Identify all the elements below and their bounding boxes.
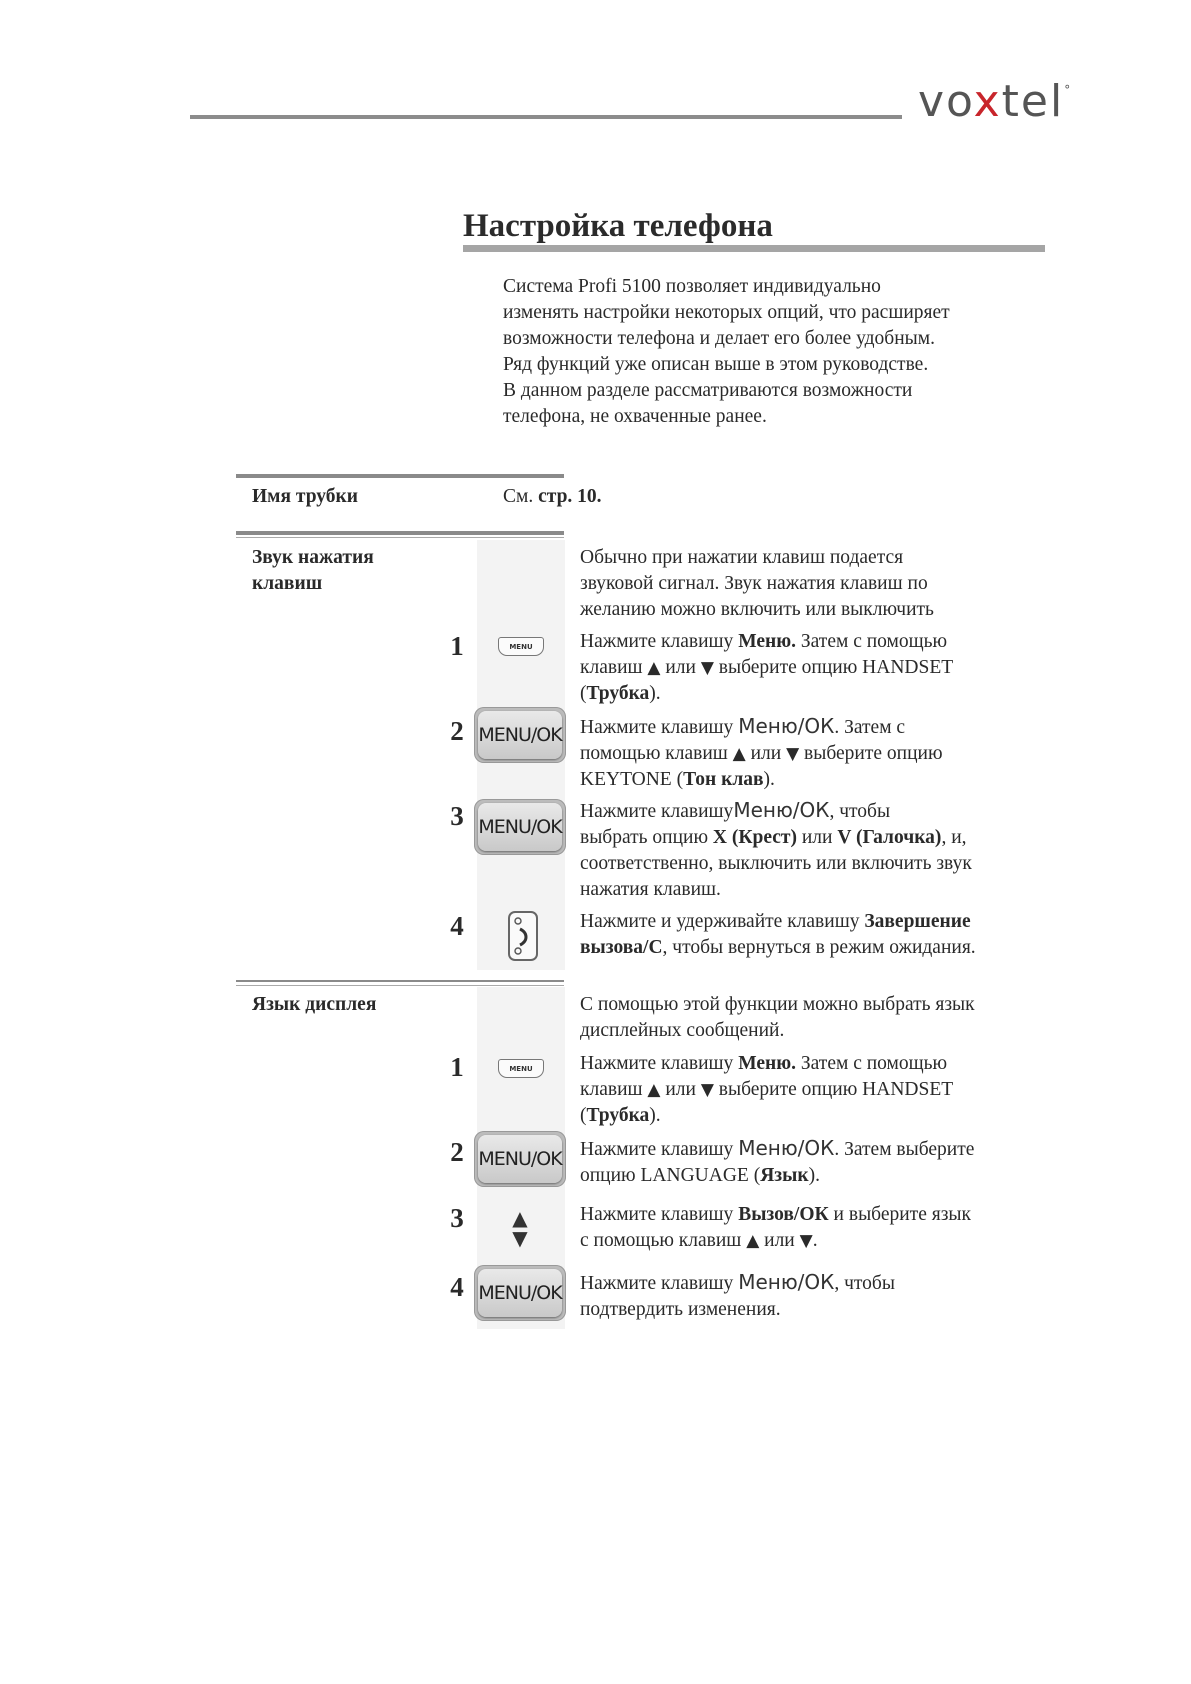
section-rule-handset-name xyxy=(236,474,564,478)
step-number: 3 xyxy=(450,801,464,831)
menu-ok-key-icon: MENU/OK xyxy=(474,1265,566,1321)
section-rule-language-secondary xyxy=(236,985,564,986)
up-arrow-icon: ▲ xyxy=(732,744,746,764)
menu-key-icon: MENU xyxy=(498,637,544,656)
up-arrow-icon: ▲ xyxy=(647,1080,661,1100)
end-call-key-icon xyxy=(508,911,538,961)
section-rule-language xyxy=(236,980,564,982)
language-step-2-text: Нажмите клавишу Меню/ОК. Затем выберите опцию LANGUAGE (Язык). xyxy=(580,1136,975,1186)
step-number: 1 xyxy=(450,631,464,661)
title-underline xyxy=(463,245,1045,252)
down-arrow-icon: ▼ xyxy=(786,744,800,764)
step-number: 2 xyxy=(450,1137,464,1167)
up-down-arrows-icon: ▲ ▼ xyxy=(512,1206,528,1250)
step-number: 1 xyxy=(450,1052,464,1082)
key-tone-description: Обычно при нажатии клавиш подается звуковой сигнал. Звук нажатия клавиш по желанию можно включить или выключить xyxy=(580,547,934,620)
section-label-key-tone: Звук нажатия клавиш xyxy=(252,547,374,594)
language-description: С помощью этой функции можно выбрать язык дисплейных сообщений. xyxy=(580,994,975,1041)
key-tone-step-3-text: Нажмите клавишуМеню/ОК, чтобы выбрать опцию X (Крест) или V (Галочка), и, соответственно, выключить или включить звук нажатия клавиш. xyxy=(580,798,972,900)
step-number: 4 xyxy=(450,911,464,941)
step-number: 3 xyxy=(450,1203,464,1233)
see-page-reference: См. стр. 10. xyxy=(503,486,602,507)
language-step-1-text: Нажмите клавишу Меню. Затем с помощью клавиш ▲ или ▼ выберите опцию HANDSET (Трубка). xyxy=(580,1053,954,1126)
menu-ok-key-icon: MENU/OK xyxy=(474,1131,566,1187)
key-tone-step-4-text: Нажмите и удерживайте клавишу Завершение вызова/С, чтобы вернуться в режим ожидания. xyxy=(580,911,976,958)
down-arrow-icon: ▼ xyxy=(700,658,714,678)
language-step-3-text: Нажмите клавишу Вызов/ОК и выберите язык с помощью клавиш ▲ или ▼. xyxy=(580,1204,971,1251)
voxtel-logo: voxtel° xyxy=(918,76,1073,127)
page-title: Настройка телефона xyxy=(463,208,773,244)
down-arrow-icon: ▼ xyxy=(799,1231,813,1251)
section-label-language: Язык дисплея xyxy=(252,994,377,1015)
section-rule-key-tone-secondary xyxy=(236,537,564,538)
menu-ok-key-icon: MENU/OK xyxy=(474,707,566,763)
key-tone-step-1-text: Нажмите клавишу Меню. Затем с помощью клавиш ▲ или ▼ выберите опцию HANDSET (Трубка). xyxy=(580,631,954,704)
up-arrow-icon: ▲ xyxy=(647,658,661,678)
menu-key-icon: MENU xyxy=(498,1059,544,1078)
up-arrow-icon: ▲ xyxy=(746,1231,760,1251)
step-number: 4 xyxy=(450,1272,464,1302)
key-tone-step-2-text: Нажмите клавишу Меню/ОК. Затем с помощью клавиш ▲ или ▼ выберите опцию KEYTONE (Тон клав). xyxy=(580,714,943,790)
intro-paragraph: Система Profi 5100 позволяет индивидуально изменять настройки некоторых опций, что расширяет возможности телефона и делает его более удобным. Ряд функций уже описан выше в этом руководстве. В данном разделе рассматриваются возможности телефона, не охваченные ранее. xyxy=(503,276,950,427)
section-label-handset-name: Имя трубки xyxy=(252,486,358,507)
section-rule-key-tone xyxy=(236,531,564,535)
language-step-4-text: Нажмите клавишу Меню/ОК, чтобы подтвердить изменения. xyxy=(580,1270,895,1320)
menu-ok-key-icon: MENU/OK xyxy=(474,799,566,855)
step-number: 2 xyxy=(450,716,464,746)
header-rule xyxy=(190,115,902,119)
down-arrow-icon: ▼ xyxy=(700,1080,714,1100)
